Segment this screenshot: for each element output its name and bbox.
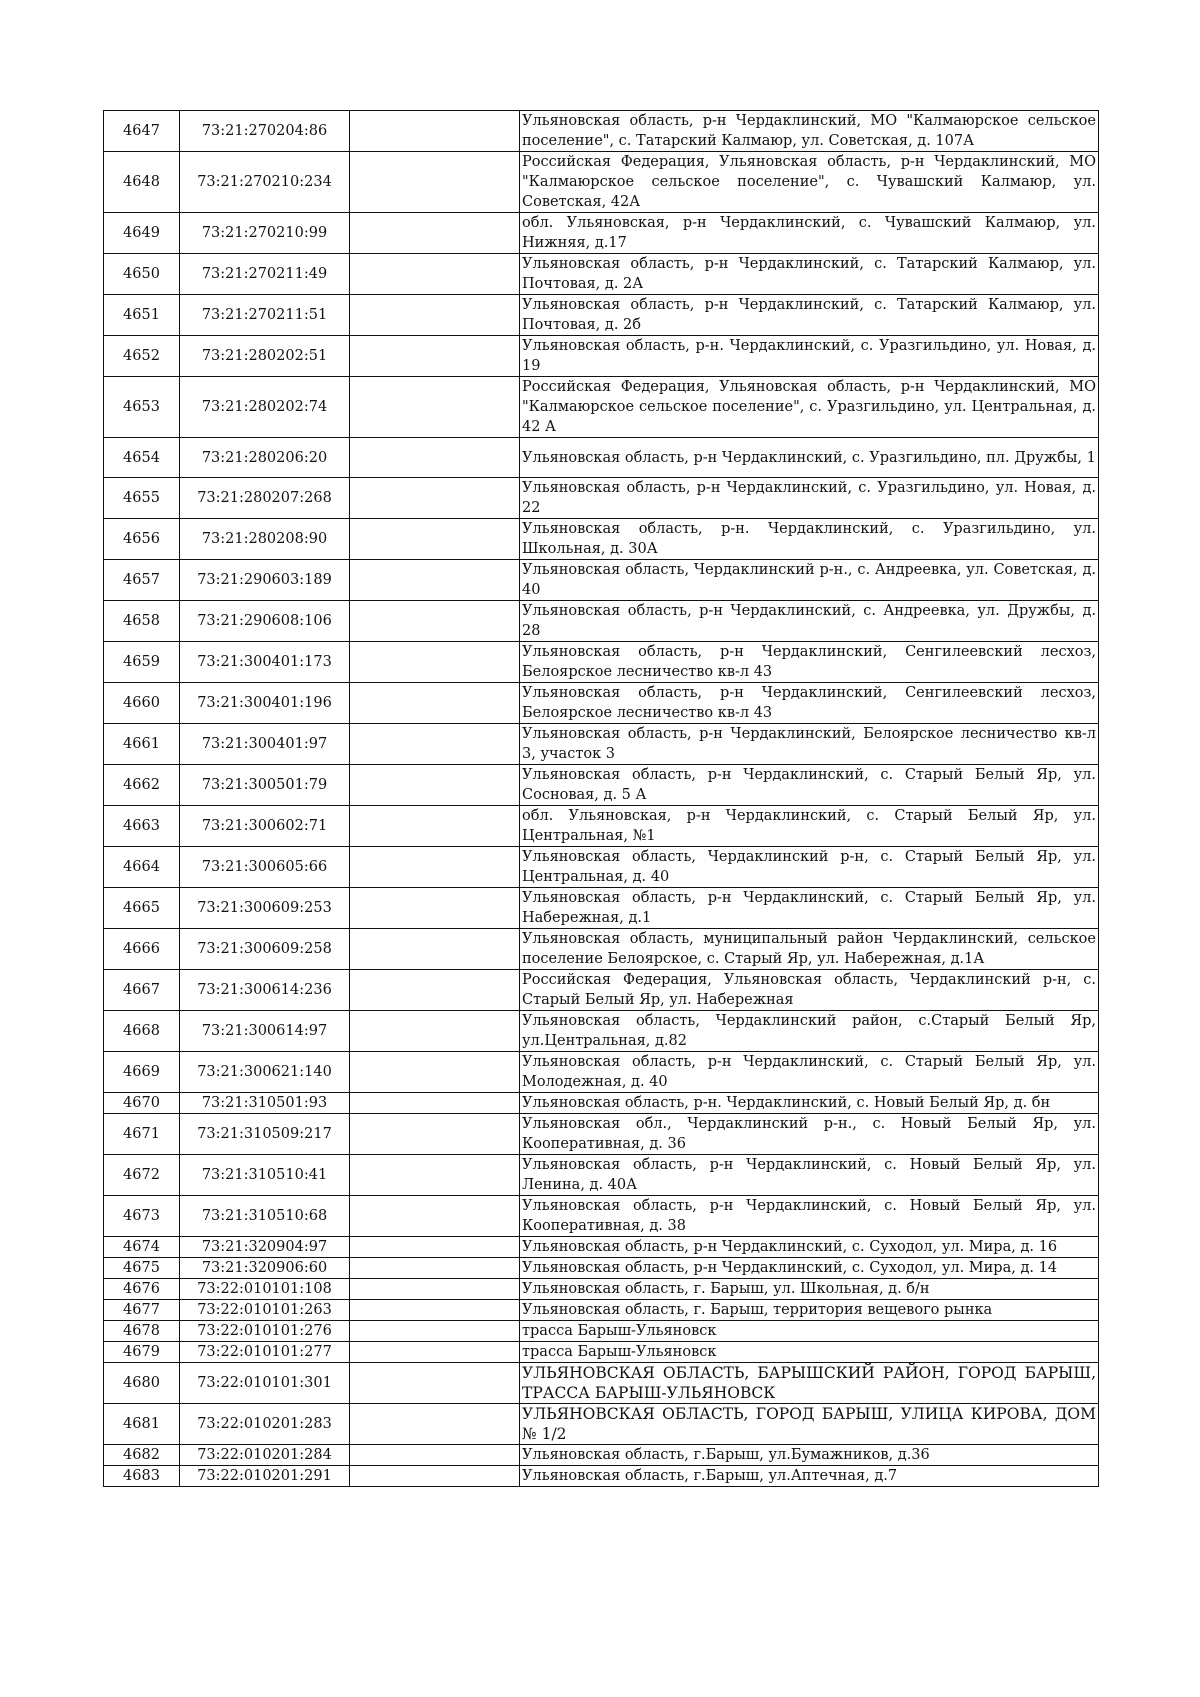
row-number-cell: 4658: [104, 601, 180, 642]
address-cell: Ульяновская область, муниципальный район Чердаклинский, сельское поселение Белоярское, с. Старый Яр, ул. Набережная, д.1А: [520, 929, 1099, 970]
row-number-cell: 4680: [104, 1363, 180, 1404]
cadastral-number-cell: 73:22:010101:108: [180, 1279, 350, 1300]
row-number-cell: 4676: [104, 1279, 180, 1300]
empty-cell: [350, 642, 520, 683]
address-cell: Ульяновская область, р-н Чердаклинский, МО "Калмаюрское сельское поселение", с. Татарский Калмаюр, ул. Советская, д. 107А: [520, 111, 1099, 152]
row-number-cell: 4662: [104, 765, 180, 806]
table-row: [104, 1052, 1099, 1093]
row-number-cell: 4679: [104, 1342, 180, 1363]
row-number-cell: 4667: [104, 970, 180, 1011]
cadastral-number-cell: 73:21:300501:79: [180, 765, 350, 806]
cadastral-number-cell: 73:21:280202:51: [180, 336, 350, 377]
cadastral-number-cell: 73:22:010201:291: [180, 1466, 350, 1487]
cadastral-number-cell: 73:21:280206:20: [180, 438, 350, 478]
table-row: [104, 601, 1099, 642]
empty-cell: [350, 111, 520, 152]
table-row: [104, 683, 1099, 724]
cadastral-number-cell: 73:21:310510:41: [180, 1155, 350, 1196]
empty-cell: [350, 438, 520, 478]
address-cell: Ульяновская обл., Чердаклинский р-н., с. Новый Белый Яр, ул. Кооперативная, д. 36: [520, 1114, 1099, 1155]
table-row: [104, 519, 1099, 560]
empty-cell: [350, 806, 520, 847]
row-number-cell: 4659: [104, 642, 180, 683]
cadastral-number-cell: 73:21:300602:71: [180, 806, 350, 847]
table-row: [104, 929, 1099, 970]
cadastral-number-cell: 73:21:300609:258: [180, 929, 350, 970]
row-number-cell: 4647: [104, 111, 180, 152]
address-cell: Ульяновская область, р-н Чердаклинский, с. Татарский Калмаюр, ул. Почтовая, д. 2б: [520, 295, 1099, 336]
table-row: [104, 642, 1099, 683]
row-number-cell: 4665: [104, 888, 180, 929]
empty-cell: [350, 1258, 520, 1279]
row-number-cell: 4651: [104, 295, 180, 336]
empty-cell: [350, 519, 520, 560]
table-row: [104, 295, 1099, 336]
table-row: [104, 1114, 1099, 1155]
row-number-cell: 4653: [104, 377, 180, 438]
cadastral-number-cell: 73:21:300621:140: [180, 1052, 350, 1093]
address-cell: Ульяновская область, г.Барыш, ул.Аптечная, д.7: [520, 1466, 1099, 1487]
address-cell: Ульяновская область, р-н Чердаклинский, с. Новый Белый Яр, ул. Кооперативная, д. 38: [520, 1196, 1099, 1237]
property-registry-table: [103, 110, 1099, 1487]
cadastral-number-cell: 73:21:320904:97: [180, 1237, 350, 1258]
address-cell: Ульяновская область, Чердаклинский р-н, с. Старый Белый Яр, ул. Центральная, д. 40: [520, 847, 1099, 888]
empty-cell: [350, 560, 520, 601]
cadastral-number-cell: 73:21:300401:173: [180, 642, 350, 683]
empty-cell: [350, 336, 520, 377]
row-number-cell: 4663: [104, 806, 180, 847]
table-row: [104, 847, 1099, 888]
address-cell: Российская Федерация, Ульяновская область, Чердаклинский р-н, с. Старый Белый Яр, ул. Набережная: [520, 970, 1099, 1011]
cadastral-number-cell: 73:21:310510:68: [180, 1196, 350, 1237]
address-cell: обл. Ульяновская, р-н Чердаклинский, с. Чувашский Калмаюр, ул. Нижняя, д.17: [520, 213, 1099, 254]
empty-cell: [350, 1052, 520, 1093]
table-row: [104, 438, 1099, 478]
address-cell: Российская Федерация, Ульяновская область, р-н Чердаклинский, МО "Калмаюрское сельское поселение", с. Уразгильдино, ул. Центральная, д. 42 А: [520, 377, 1099, 438]
row-number-cell: 4668: [104, 1011, 180, 1052]
empty-cell: [350, 152, 520, 213]
row-number-cell: 4664: [104, 847, 180, 888]
row-number-cell: 4683: [104, 1466, 180, 1487]
registry-table-body: [104, 111, 1099, 1487]
address-cell: Ульяновская область, р-н Чердаклинский, с. Уразгильдино, ул. Новая, д. 22: [520, 478, 1099, 519]
table-row: [104, 560, 1099, 601]
table-row: [104, 1466, 1099, 1487]
row-number-cell: 4652: [104, 336, 180, 377]
empty-cell: [350, 295, 520, 336]
table-row: [104, 806, 1099, 847]
empty-cell: [350, 1404, 520, 1445]
empty-cell: [350, 1196, 520, 1237]
address-cell: Ульяновская область, р-н Чердаклинский, Сенгилеевский лесхоз, Белоярское лесничество кв-л 43: [520, 642, 1099, 683]
empty-cell: [350, 970, 520, 1011]
empty-cell: [350, 1321, 520, 1342]
address-cell: Ульяновская область, Чердаклинский р-н., с. Андреевка, ул. Советская, д. 40: [520, 560, 1099, 601]
empty-cell: [350, 1300, 520, 1321]
table-row: [104, 478, 1099, 519]
table-row: [104, 111, 1099, 152]
address-cell: обл. Ульяновская, р-н Чердаклинский, с. Старый Белый Яр, ул. Центральная, №1: [520, 806, 1099, 847]
address-cell: Ульяновская область, г.Барыш, ул.Бумажников, д.36: [520, 1445, 1099, 1466]
table-row: [104, 377, 1099, 438]
cadastral-number-cell: 73:21:270210:99: [180, 213, 350, 254]
row-number-cell: 4648: [104, 152, 180, 213]
empty-cell: [350, 1114, 520, 1155]
address-cell: Ульяновская область, р-н Чердаклинский, с. Старый Белый Яр, ул. Сосновая, д. 5 А: [520, 765, 1099, 806]
cadastral-number-cell: 73:21:290603:189: [180, 560, 350, 601]
row-number-cell: 4655: [104, 478, 180, 519]
cadastral-number-cell: 73:21:290608:106: [180, 601, 350, 642]
empty-cell: [350, 683, 520, 724]
address-cell: Ульяновская область, р-н Чердаклинский, с. Татарский Калмаюр, ул. Почтовая, д. 2А: [520, 254, 1099, 295]
row-number-cell: 4670: [104, 1093, 180, 1114]
table-row: [104, 1404, 1099, 1445]
empty-cell: [350, 1011, 520, 1052]
row-number-cell: 4650: [104, 254, 180, 295]
table-row: [104, 1093, 1099, 1114]
cadastral-number-cell: 73:21:300609:253: [180, 888, 350, 929]
table-row: [104, 765, 1099, 806]
empty-cell: [350, 478, 520, 519]
address-cell: Ульяновская область, г. Барыш, ул. Школьная, д. б/н: [520, 1279, 1099, 1300]
row-number-cell: 4673: [104, 1196, 180, 1237]
table-row: [104, 152, 1099, 213]
table-row: [104, 888, 1099, 929]
row-number-cell: 4661: [104, 724, 180, 765]
address-cell: Ульяновская область, р-н Чердаклинский, с. Суходол, ул. Мира, д. 16: [520, 1237, 1099, 1258]
row-number-cell: 4669: [104, 1052, 180, 1093]
table-row: [104, 724, 1099, 765]
row-number-cell: 4654: [104, 438, 180, 478]
cadastral-number-cell: 73:22:010101:277: [180, 1342, 350, 1363]
row-number-cell: 4656: [104, 519, 180, 560]
table-row: [104, 970, 1099, 1011]
row-number-cell: 4666: [104, 929, 180, 970]
row-number-cell: 4681: [104, 1404, 180, 1445]
row-number-cell: 4672: [104, 1155, 180, 1196]
cadastral-number-cell: 73:21:320906:60: [180, 1258, 350, 1279]
address-cell: УЛЬЯНОВСКАЯ ОБЛАСТЬ, ГОРОД БАРЫШ, УЛИЦА КИРОВА, ДОМ № 1/2: [520, 1404, 1099, 1445]
empty-cell: [350, 1466, 520, 1487]
empty-cell: [350, 1093, 520, 1114]
row-number-cell: 4678: [104, 1321, 180, 1342]
cadastral-number-cell: 73:21:280202:74: [180, 377, 350, 438]
table-row: [104, 1321, 1099, 1342]
address-cell: Ульяновская область, г. Барыш, территория вещевого рынка: [520, 1300, 1099, 1321]
empty-cell: [350, 377, 520, 438]
cadastral-number-cell: 73:21:310509:217: [180, 1114, 350, 1155]
cadastral-number-cell: 73:21:300614:97: [180, 1011, 350, 1052]
address-cell: Ульяновская область, р-н Чердаклинский, Сенгилеевский лесхоз, Белоярское лесничество кв-л 43: [520, 683, 1099, 724]
cadastral-number-cell: 73:22:010101:301: [180, 1363, 350, 1404]
cadastral-number-cell: 73:22:010201:284: [180, 1445, 350, 1466]
table-row: [104, 1011, 1099, 1052]
cadastral-number-cell: 73:21:270211:49: [180, 254, 350, 295]
address-cell: Ульяновская область, р-н Чердаклинский, с. Старый Белый Яр, ул. Молодежная, д. 40: [520, 1052, 1099, 1093]
empty-cell: [350, 1237, 520, 1258]
table-row: [104, 1196, 1099, 1237]
table-row: [104, 1445, 1099, 1466]
cadastral-number-cell: 73:21:300605:66: [180, 847, 350, 888]
cadastral-number-cell: 73:21:270210:234: [180, 152, 350, 213]
cadastral-number-cell: 73:21:310501:93: [180, 1093, 350, 1114]
address-cell: УЛЬЯНОВСКАЯ ОБЛАСТЬ, БАРЫШСКИЙ РАЙОН, ГОРОД БАРЫШ, ТРАССА БАРЫШ-УЛЬЯНОВСК: [520, 1363, 1099, 1404]
table-row: [104, 1363, 1099, 1404]
address-cell: Ульяновская область, Чердаклинский район, с.Старый Белый Яр, ул.Центральная, д.82: [520, 1011, 1099, 1052]
address-cell: Ульяновская область, р-н. Чердаклинский, с. Новый Белый Яр, д. бн: [520, 1093, 1099, 1114]
row-number-cell: 4675: [104, 1258, 180, 1279]
address-cell: Ульяновская область, р-н Чердаклинский, с. Старый Белый Яр, ул. Набережная, д.1: [520, 888, 1099, 929]
empty-cell: [350, 254, 520, 295]
table-row: [104, 1237, 1099, 1258]
row-number-cell: 4682: [104, 1445, 180, 1466]
cadastral-number-cell: 73:21:270211:51: [180, 295, 350, 336]
address-cell: Ульяновская область, р-н Чердаклинский, Белоярское лесничество кв-л 3, участок 3: [520, 724, 1099, 765]
table-row: [104, 1155, 1099, 1196]
address-cell: Ульяновская область, р-н Чердаклинский, с. Суходол, ул. Мира, д. 14: [520, 1258, 1099, 1279]
table-row: [104, 1258, 1099, 1279]
cadastral-number-cell: 73:21:280208:90: [180, 519, 350, 560]
table-row: [104, 1300, 1099, 1321]
empty-cell: [350, 1155, 520, 1196]
empty-cell: [350, 847, 520, 888]
empty-cell: [350, 765, 520, 806]
empty-cell: [350, 888, 520, 929]
cadastral-number-cell: 73:22:010201:283: [180, 1404, 350, 1445]
empty-cell: [350, 1342, 520, 1363]
address-cell: Ульяновская область, р-н Чердаклинский, с. Уразгильдино, пл. Дружбы, 1: [520, 438, 1099, 478]
row-number-cell: 4674: [104, 1237, 180, 1258]
row-number-cell: 4649: [104, 213, 180, 254]
cadastral-number-cell: 73:21:300401:196: [180, 683, 350, 724]
address-cell: трасса Барыш-Ульяновск: [520, 1342, 1099, 1363]
address-cell: Ульяновская область, р-н. Чердаклинский, с. Уразгильдино, ул. Новая, д. 19: [520, 336, 1099, 377]
cadastral-number-cell: 73:21:280207:268: [180, 478, 350, 519]
row-number-cell: 4657: [104, 560, 180, 601]
address-cell: трасса Барыш-Ульяновск: [520, 1321, 1099, 1342]
table-row: [104, 254, 1099, 295]
empty-cell: [350, 1445, 520, 1466]
empty-cell: [350, 724, 520, 765]
empty-cell: [350, 1363, 520, 1404]
cadastral-number-cell: 73:22:010101:276: [180, 1321, 350, 1342]
table-row: [104, 213, 1099, 254]
row-number-cell: 4671: [104, 1114, 180, 1155]
cadastral-number-cell: 73:21:270204:86: [180, 111, 350, 152]
address-cell: Ульяновская область, р-н. Чердаклинский, с. Уразгильдино, ул. Школьная, д. 30А: [520, 519, 1099, 560]
empty-cell: [350, 213, 520, 254]
row-number-cell: 4660: [104, 683, 180, 724]
address-cell: Ульяновская область, р-н Чердаклинский, с. Андреевка, ул. Дружбы, д. 28: [520, 601, 1099, 642]
table-row: [104, 1342, 1099, 1363]
table-row: [104, 1279, 1099, 1300]
empty-cell: [350, 1279, 520, 1300]
cadastral-number-cell: 73:22:010101:263: [180, 1300, 350, 1321]
address-cell: Ульяновская область, р-н Чердаклинский, с. Новый Белый Яр, ул. Ленина, д. 40А: [520, 1155, 1099, 1196]
cadastral-number-cell: 73:21:300401:97: [180, 724, 350, 765]
empty-cell: [350, 601, 520, 642]
cadastral-number-cell: 73:21:300614:236: [180, 970, 350, 1011]
row-number-cell: 4677: [104, 1300, 180, 1321]
table-row: [104, 336, 1099, 377]
address-cell: Российская Федерация, Ульяновская область, р-н Чердаклинский, МО "Калмаюрское сельское поселение", с. Чувашский Калмаюр, ул. Советская, 42А: [520, 152, 1099, 213]
empty-cell: [350, 929, 520, 970]
